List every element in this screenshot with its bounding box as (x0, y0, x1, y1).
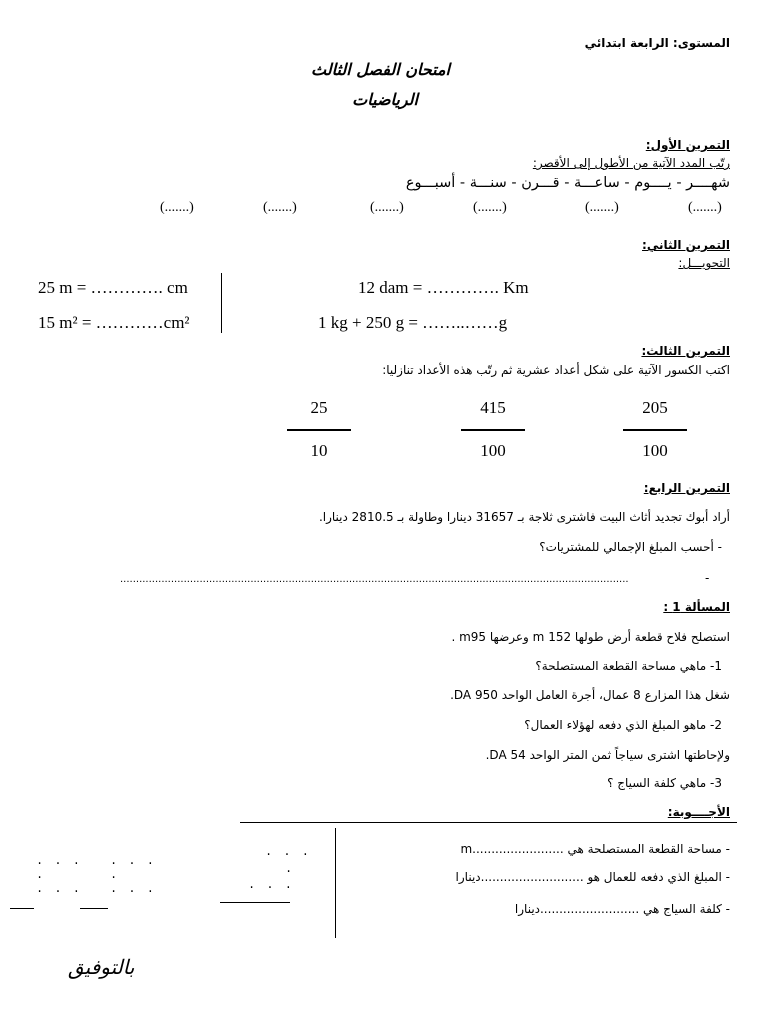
fraction-bar (623, 429, 687, 431)
fraction-denominator: 100 (480, 441, 506, 460)
fraction-numerator: 415 (480, 398, 506, 417)
problem-question-2: 2- ماهو المبلغ الذي دفعه لهؤلاء العمال؟ (524, 718, 722, 732)
fraction-numerator: 25 (310, 398, 328, 417)
ex1-title: التمرين الأول: (645, 138, 730, 152)
scratch-dots: . . . (110, 882, 157, 896)
ex2-subtitle: التحويـــل: (678, 256, 730, 270)
scratch-dots: . (36, 868, 46, 882)
problem-line-1: استصلح فلاح قطعة أرض طولها 152 m وعرضها m95 . (451, 630, 730, 644)
answers-top-rule (240, 822, 737, 823)
scratch-dots: . (285, 862, 295, 876)
fraction-bar (287, 429, 351, 431)
scratch-dots: . . . (110, 854, 157, 868)
fraction-bar (461, 429, 525, 431)
fraction-numerator: 205 (642, 398, 668, 417)
ex1-blank[interactable]: (.......) (585, 200, 619, 215)
exam-title: امتحان الفصل الثالث (311, 60, 450, 79)
scratch-dots: . . . (36, 882, 83, 896)
ex4-answer-dash: - (705, 571, 710, 585)
conversion-right-1: 12 dam = …………. Km (358, 278, 529, 297)
answer-wages[interactable]: - المبلغ الذي دفعه للعمال هو ...........................دينارا (455, 870, 730, 884)
ex1-instruction: رتّب المدد الآتية من الأطول إلى الأقصر: (532, 156, 730, 170)
ex1-blanks (160, 200, 740, 220)
fraction-denominator: 10 (310, 441, 328, 460)
ex3-instruction: اكتب الكسور الآتية على شكل أعداد عشرية ثم رتّب هذه الأعداد تنازليا: (382, 363, 730, 377)
scratch-rule (10, 908, 34, 909)
scratch-dots: . . . (265, 845, 312, 859)
ex1-blank[interactable]: (.......) (370, 200, 404, 215)
conversion-right-2: 1 kg + 250 g = ……..……g (318, 313, 508, 332)
problem-line-2: شغل هذا المزارع 8 عمال، أجرة العامل الواحد 950 DA. (450, 688, 730, 702)
answer-fence-cost[interactable]: - كلفة السياج هي ..........................دينارا (514, 902, 730, 916)
ex1-terms: شهــــر - يــــوم - ساعـــة - قـــرن - سنـــة - أسبـــوع (405, 175, 730, 191)
answers-title: الأجــــوبة: (667, 805, 730, 819)
scratch-rule (80, 908, 108, 909)
ex2-divider (221, 273, 222, 333)
signoff: بالتوفيق (68, 955, 135, 979)
ex1-blank[interactable]: (.......) (160, 200, 194, 215)
problem-line-3: ولإحاطتها اشترى سياجاً ثمن المتر الواحد 54 DA. (485, 748, 730, 762)
scratch-dots: . (110, 868, 120, 882)
conversion-left-2: 15 m² = …………cm² (38, 313, 190, 332)
ex3-title: التمرين الثالث: (641, 344, 730, 358)
subject-title: الرياضيات (352, 90, 418, 109)
ex4-title: التمرين الرابع: (643, 481, 730, 495)
problem-question-3: 3- ماهي كلفة السياج ؟ (607, 776, 722, 790)
scratch-rule (220, 902, 290, 903)
answer-area[interactable]: - مساحة القطعة المستصلحة هي ........................m (460, 842, 730, 856)
ex1-blank[interactable]: (.......) (688, 200, 722, 215)
ex4-statement: أراد أبوك تجديد أثاث البيت فاشترى ثلاجة بـ 31657 دينارا وطاولة بـ 2810.5 دينارا. (318, 510, 730, 524)
ex4-question: - أحسب المبلغ الإجمالي للمشتريات؟ (539, 540, 722, 554)
answers-vertical-divider (335, 828, 336, 938)
conversion-left-1: 25 m = …………. cm (38, 278, 188, 297)
fraction-denominator: 100 (642, 441, 668, 460)
ex1-blank[interactable]: (.......) (263, 200, 297, 215)
problem-title: المسألة 1 : (663, 600, 730, 614)
scratch-dots: . . . (36, 854, 83, 868)
ex4-answer-line[interactable]: ................................................................................................................................................................ (120, 574, 629, 585)
scratch-dots: . . . (248, 878, 295, 892)
ex2-title: التمرين الثاني: (642, 238, 730, 252)
level-label: المستوى: الرابعة ابتدائي (584, 36, 730, 50)
ex1-blank[interactable]: (.......) (473, 200, 507, 215)
problem-question-1: 1- ماهي مساحة القطعة المستصلحة؟ (535, 659, 722, 673)
